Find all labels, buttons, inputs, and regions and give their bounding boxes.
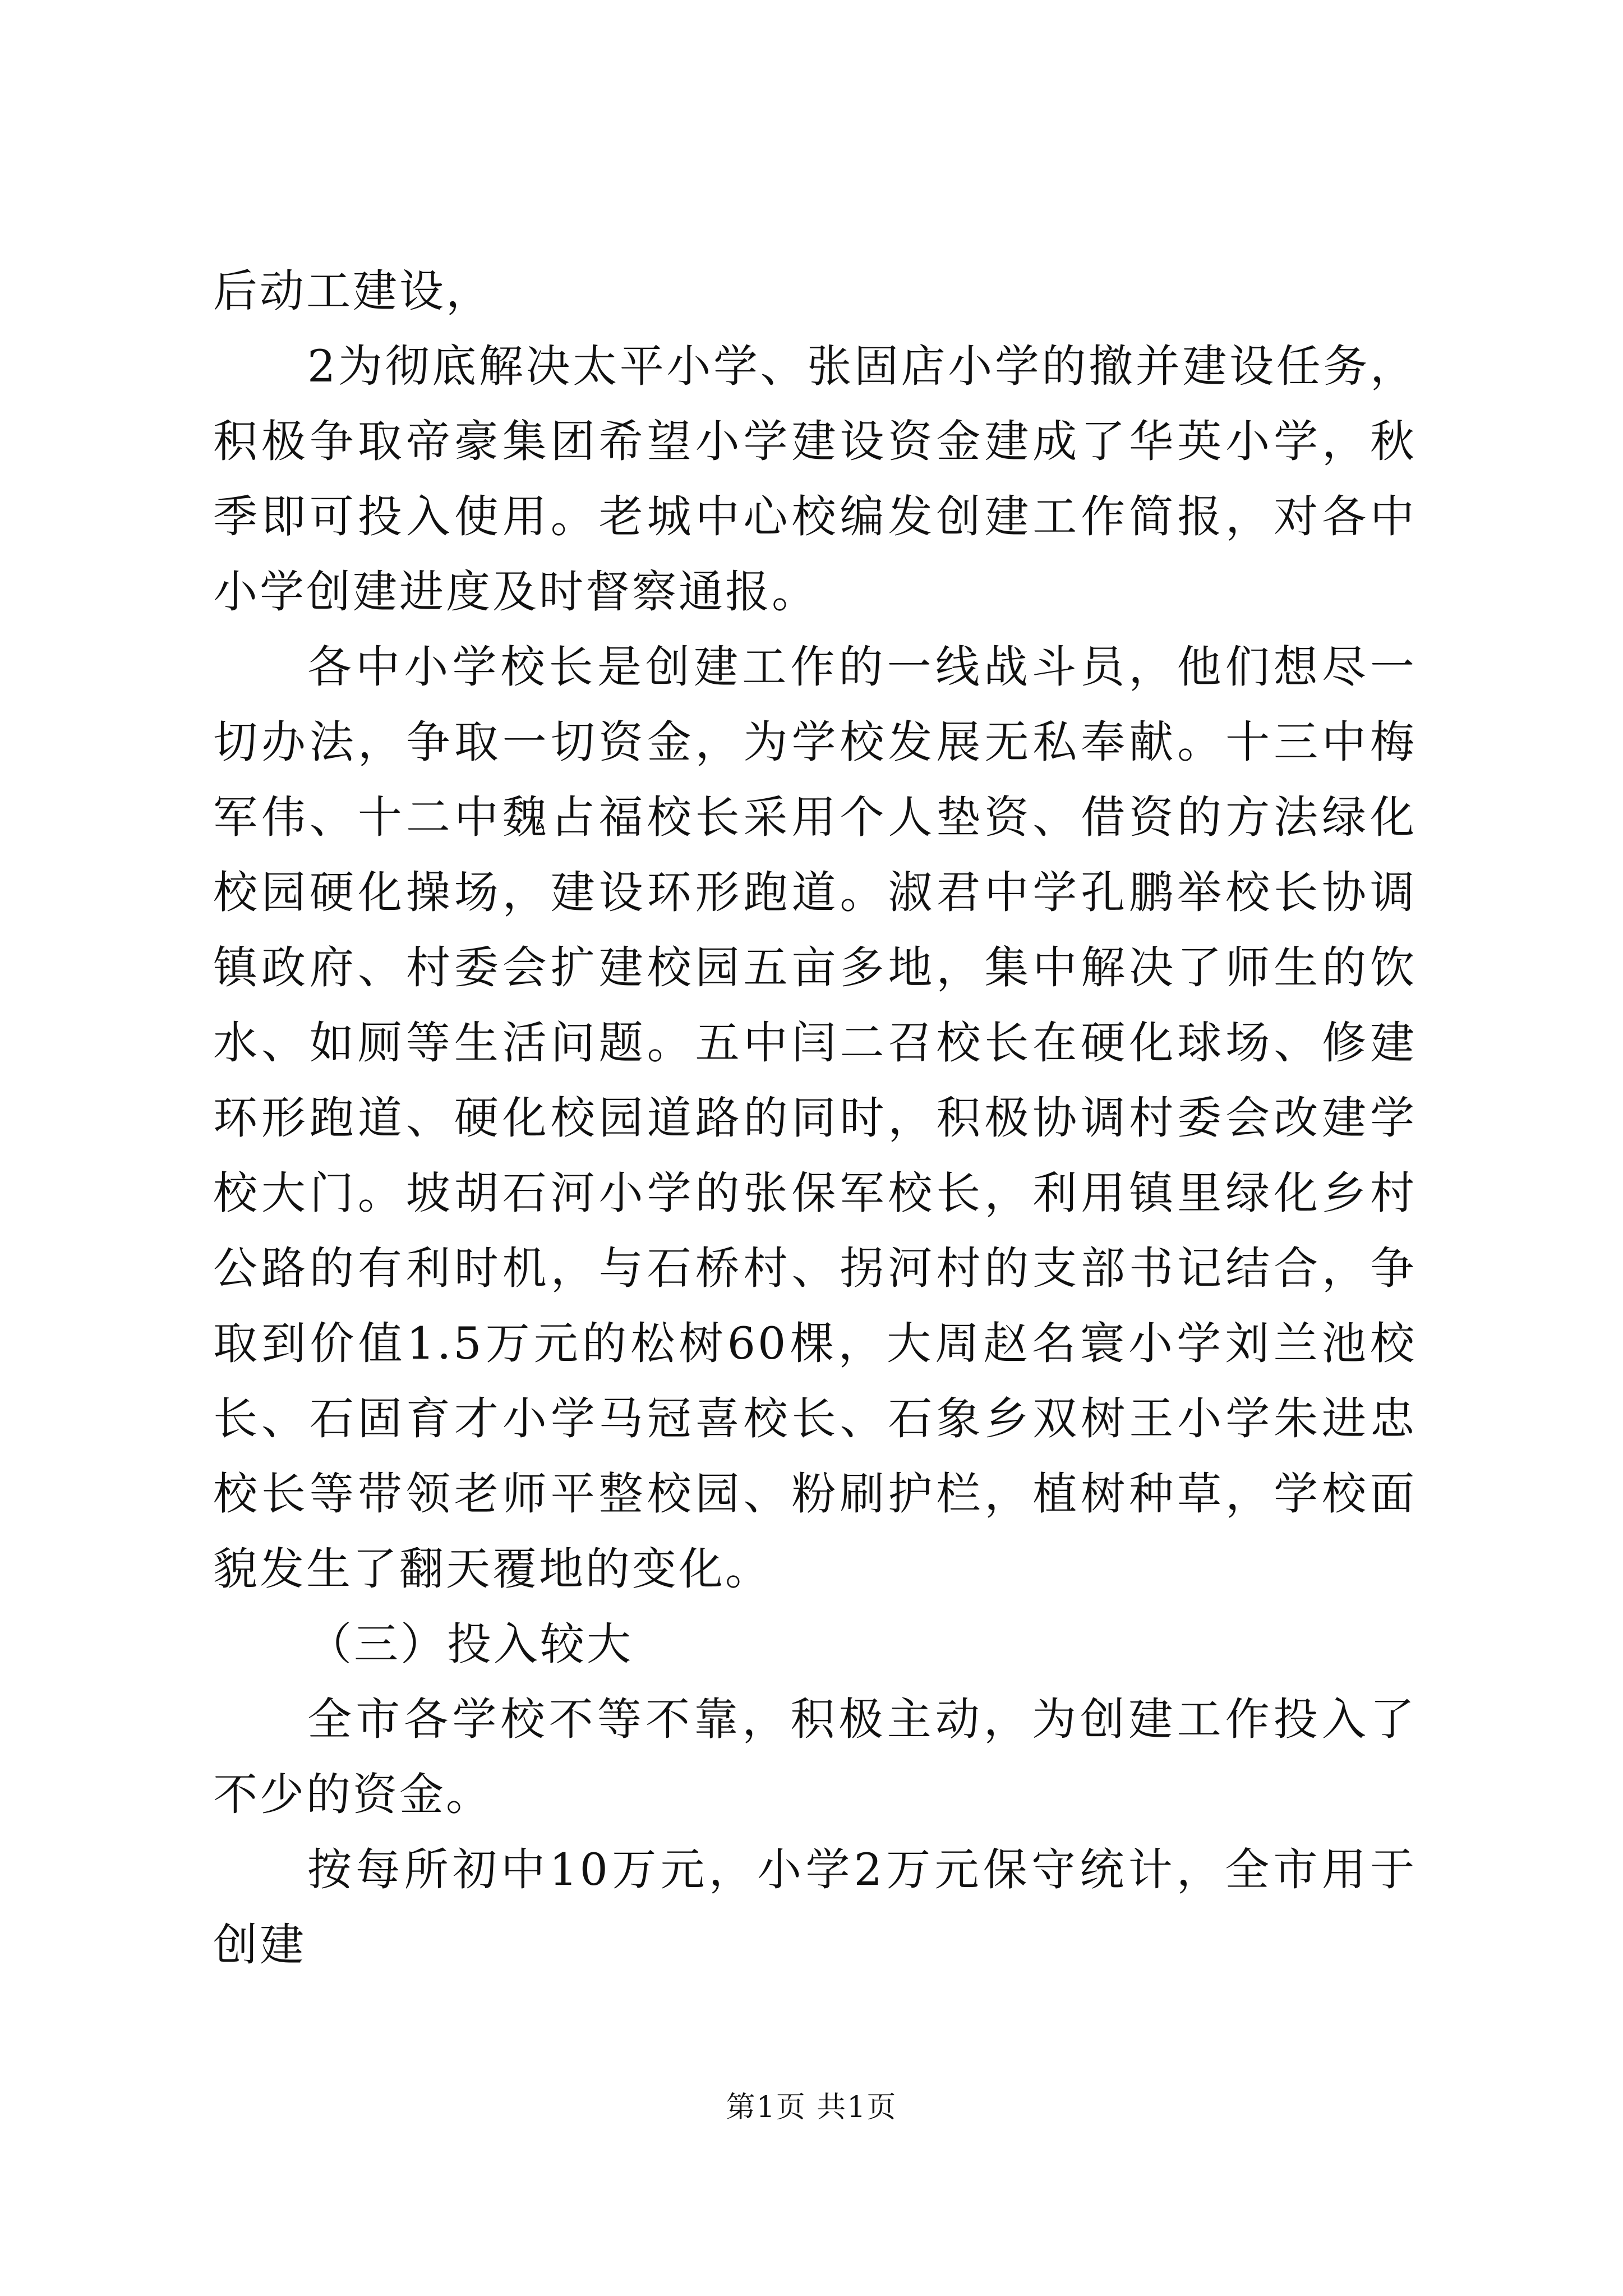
paragraph-continuation: 后动工建设， [213, 265, 492, 317]
section-heading-investment: （三）投入较大 [307, 1618, 633, 1670]
paragraph-investment-stats: 按每所初中10万元，小学2万元保守统计，全市用于创建 [213, 1844, 1417, 1971]
page-footer: 第1页 共1页 [726, 2091, 897, 2124]
document-body [213, 254, 1417, 1982]
paragraph-school-merger: 2为彻底解决太平小学、张固店小学的撤并建设任务，积极争取帝豪集团希望小学建设资金建成了华英小学，秋季即可投入使用。老城中心校编发创建工作简报，对各中小学创建进度及时督察通报。 [213, 341, 1417, 618]
paragraph-principals: 各中小学校长是创建工作的一线战斗员，他们想尽一切办法，争取一切资金，为学校发展无私奉献。十三中梅军伟、十二中魏占福校长采用个人垫资、借资的方法绿化校园硬化操场，建设环形跑道。淑君中学孔鹏举校长协调镇政府、村委会扩建校园五亩多地，集中解决了师生的饮水、如厕等生活问题。五中闫二召校长在硬化球场、修建环形跑道、硬化校园道路的同时，积极协调村委会改建学校大门。坡胡石河小学的张保军校长，利用镇里绿化乡村公路的有利时机，与石桥村、拐河村的支部书记结合，争取到价值1.5万元的松树60棵，大周赵名寰小学刘兰池校长、石固育才小学马冠喜校长、石象乡双树王小学朱进忠校长等带领老师平整校园、粉刷护栏，植树种草，学校面貌发生了翻天覆地的变化。 [213, 641, 1417, 1595]
paragraph-investment-intro: 全市各学校不等不靠，积极主动，为创建工作投入了不少的资金。 [213, 1694, 1417, 1820]
